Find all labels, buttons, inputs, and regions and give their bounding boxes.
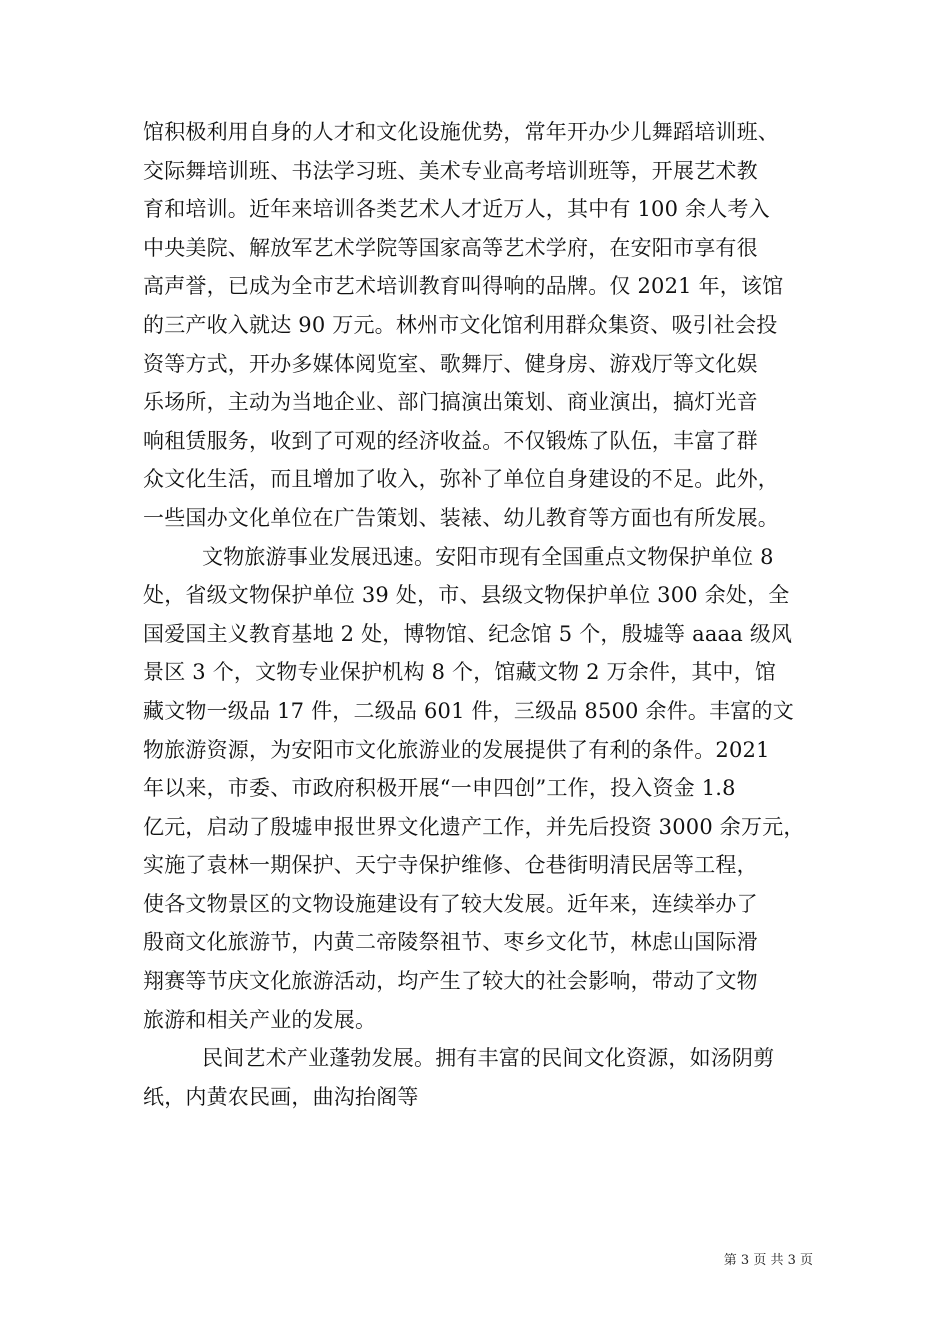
text-line-10: 众文化生活，而且增加了收入，弥补了单位自身建设的不足。此外， xyxy=(143,467,779,492)
text-line-16: 藏文物一级品 17 件，二级品 601 件，三级品 8500 余件。丰富的文 xyxy=(143,698,794,723)
page-number: 第 3 页 共 3 页 xyxy=(723,1253,813,1268)
text-line-1: 馆积极利用自身的人才和文化设施优势，常年开办少儿舞蹈培训班、 xyxy=(143,120,779,144)
text-line-14: 国爱国主义教育基地 2 处，博物馆、纪念馆 5 个，殷墟等 aaaa 级风 xyxy=(143,621,793,646)
text-line-18: 年以来，市委、市政府积极开展“一申四创”工作，投入资金 1.8 xyxy=(143,776,736,801)
text-line-15: 景区 3 个，文物专业保护机构 8 个，馆藏文物 2 万余件，其中，馆 xyxy=(143,660,777,685)
text-line-12: 文物旅游事业发展迅速。安阳市现有全国重点文物保护单位 8 xyxy=(202,544,774,569)
text-line-21: 使各文物景区的文物设施建设有了较大发展。近年来，连续举办了 xyxy=(143,891,758,916)
text-line-25: 民间艺术产业蓬勃发展。拥有丰富的民间文化资源，如汤阴剪 xyxy=(202,1046,775,1071)
text-line-4: 中央美院、解放军艺术学院等国家高等艺术学府，在安阳市享有很 xyxy=(143,235,758,260)
text-line-17: 物旅游资源，为安阳市文化旅游业的发展提供了有利的条件。2021 xyxy=(143,737,770,762)
text-line-23: 翔赛等节庆文化旅游活动，均产生了较大的社会影响，带动了文物 xyxy=(143,969,758,994)
text-line-3: 育和培训。近年来培训各类艺术人才近万人，其中有 100 余人考入 xyxy=(143,197,770,222)
document-body xyxy=(143,113,813,1116)
text-line-5: 高声誉，已成为全市艺术培训教育叫得响的品牌。仅 2021 年，该馆 xyxy=(143,274,784,299)
text-line-22: 殷商文化旅游节，内黄二帝陵祭祖节、枣乡文化节，林虑山国际滑 xyxy=(143,930,758,955)
text-line-24: 旅游和相关产业的发展。 xyxy=(143,1007,377,1032)
text-line-6: 的三产收入就达 90 万元。林州市文化馆利用群众集资、吸引社会投 xyxy=(143,312,778,337)
text-line-8: 乐场所，主动为当地企业、部门搞演出策划、商业演出，搞灯光音 xyxy=(143,390,758,415)
text-line-11: 一些国办文化单位在广告策划、装裱、幼儿教育等方面也有所发展。 xyxy=(143,505,779,530)
text-line-2: 交际舞培训班、书法学习班、美术专业高考培训班等，开展艺术教 xyxy=(143,158,758,183)
text-line-26: 纸，内黄农民画，曲沟抬阁等 xyxy=(143,1084,419,1109)
text-line-13: 处，省级文物保护单位 39 处，市、县级文物保护单位 300 余处，全 xyxy=(143,583,790,608)
text-line-19: 亿元，启动了殷墟申报世界文化遗产工作，并先后投资 3000 余万元， xyxy=(143,814,805,839)
text-line-7: 资等方式，开办多媒体阅览室、歌舞厅、健身房、游戏厅等文化娱 xyxy=(143,351,758,376)
text-line-9: 响租赁服务，收到了可观的经济收益。不仅锻炼了队伍，丰富了群 xyxy=(143,428,758,453)
text-line-20: 实施了袁林一期保护、天宁寺保护维修、仓巷街明清民居等工程， xyxy=(143,853,758,878)
